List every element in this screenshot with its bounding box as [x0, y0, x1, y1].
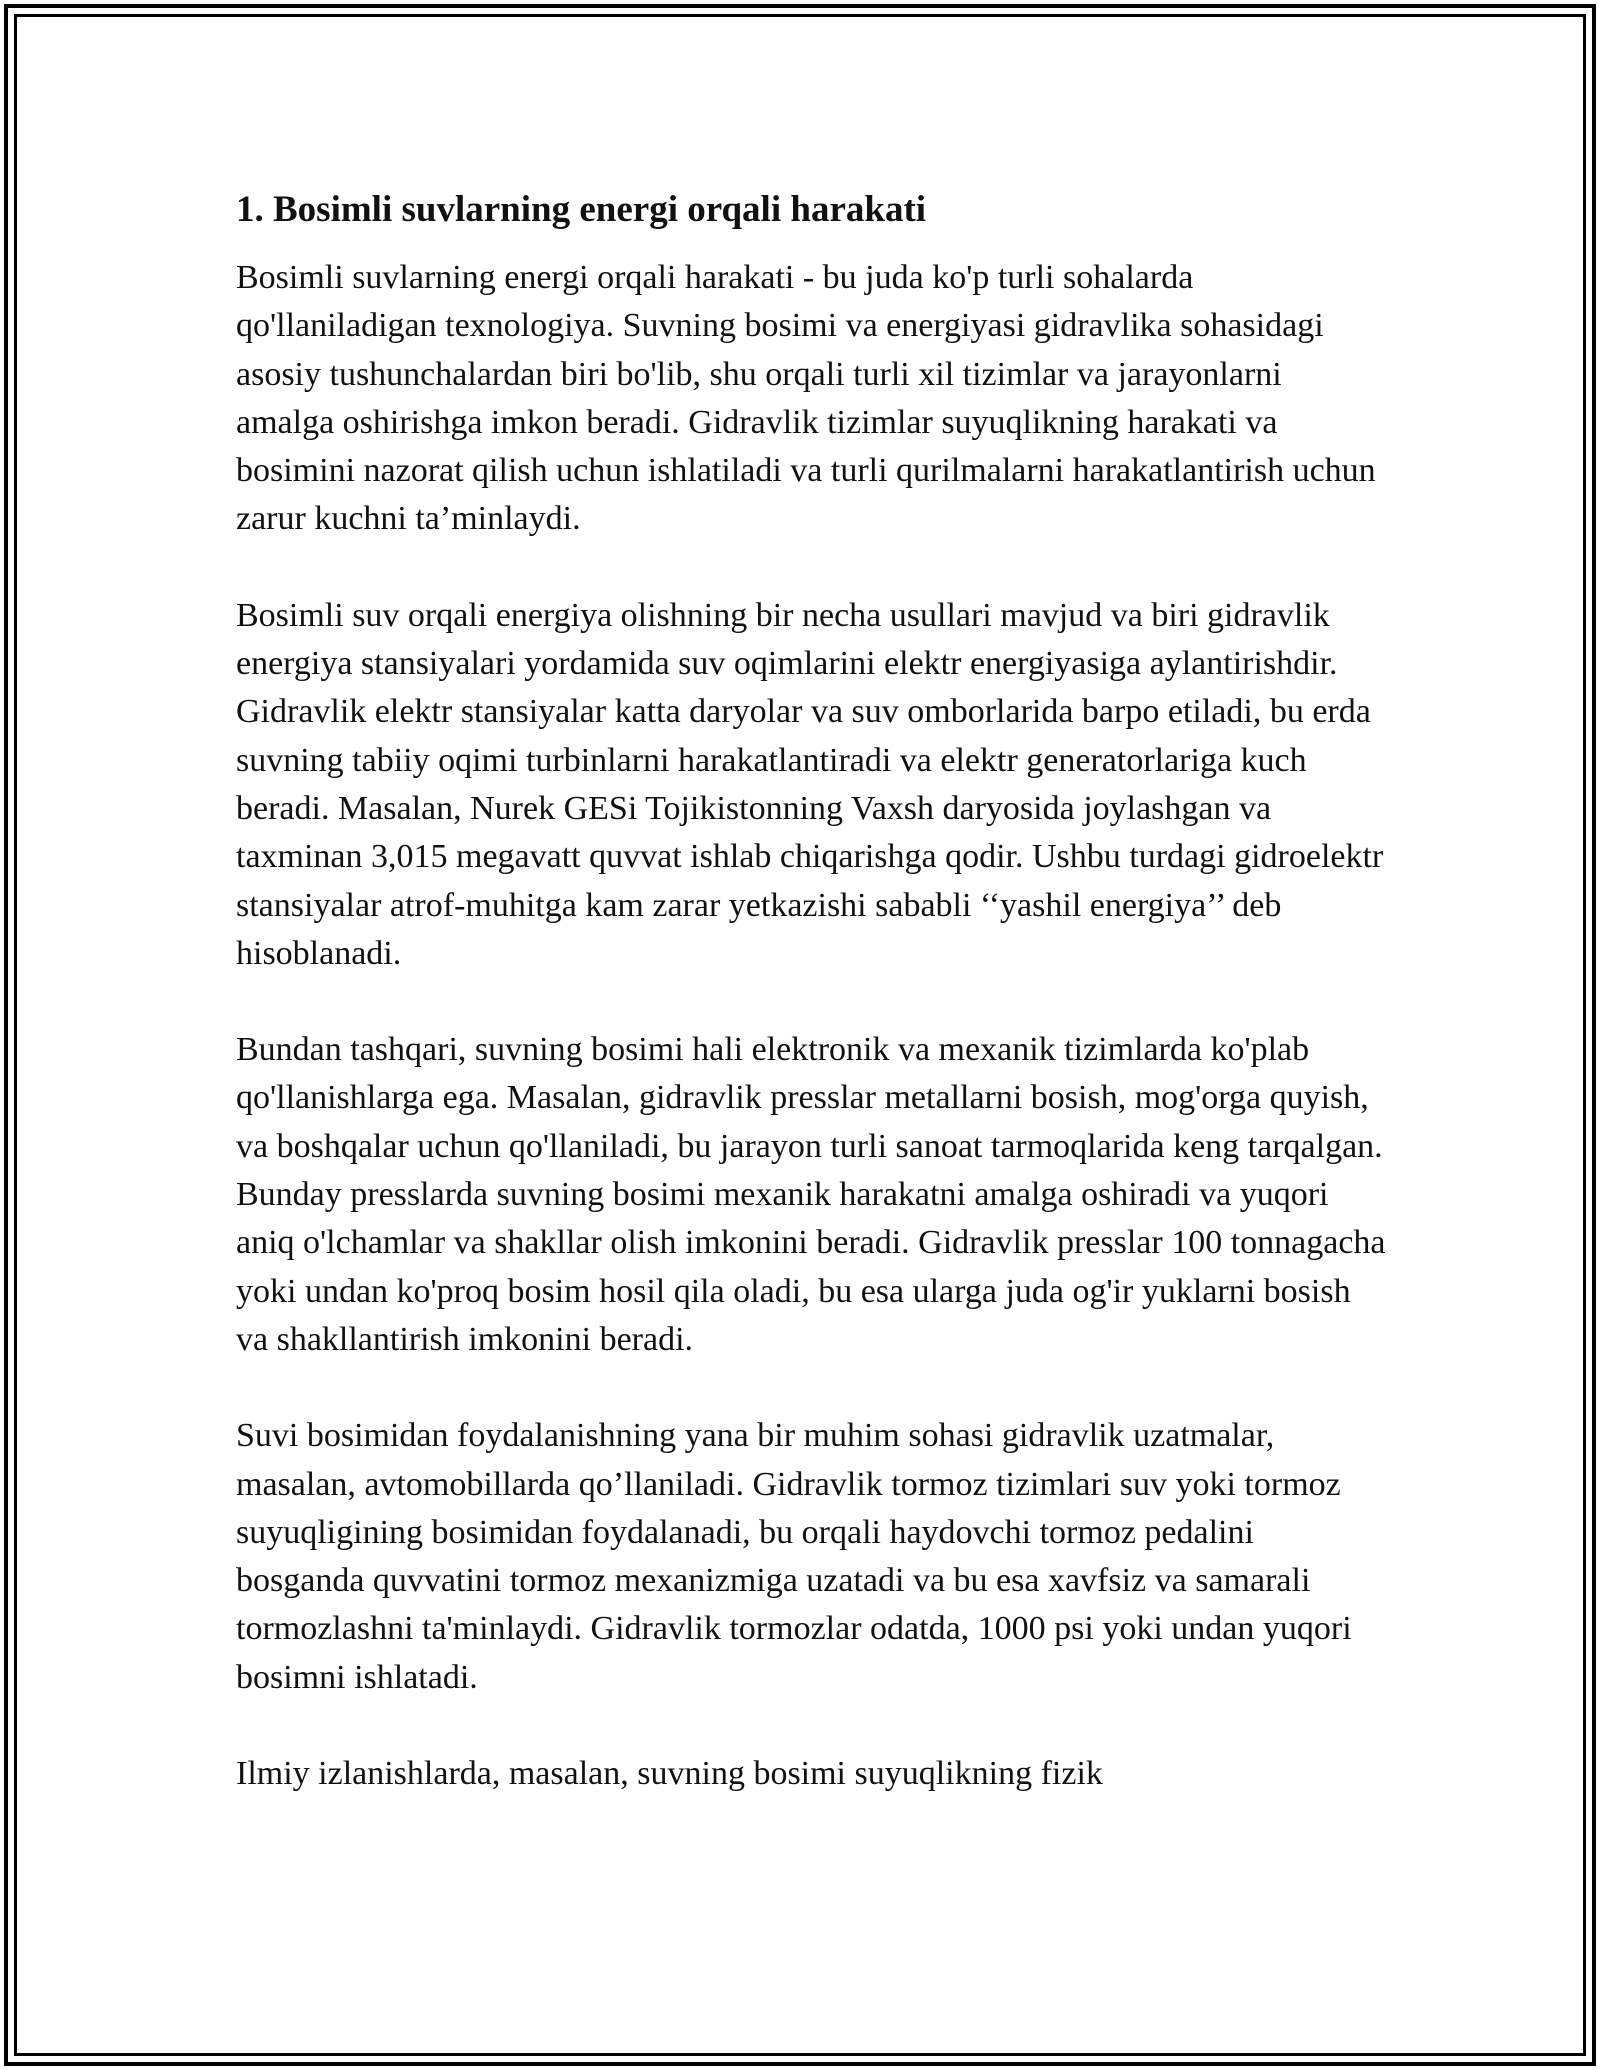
section-heading: 1. Bosimli suvlarning energi orqali harakati: [236, 189, 927, 230]
paragraph-1: Bosimli suvlarning energi orqali harakati - bu juda ko'p turli sohalarda qo'llaniladigan texnologiya. Suvning bosimi va energiyasi gidravlika sohasidagi asosiy tushunchalardan biri bo'lib, shu orqali turli xil tizimlar va jarayonlarni amalga oshirishga imkon beradi. Gidravlik tizimlar suyuqlikning harakati va bosimini nazorat qilish uchun ishlatiladi va turli qurilmalarni harakatlantirish uchun zarur kuchni ta’minlaydi.: [236, 259, 1376, 538]
document-body: [236, 186, 1386, 1798]
paragraph-3: Bundan tashqari, suvning bosimi hali elektronik va mexanik tizimlarda ko'plab qo'llanishlarga ega. Masalan, gidravlik presslar metallarni bosish, mog'orga quyish, va boshqalar uchun qo'llaniladi, bu jarayon turli sanoat tarmoqlarida keng tarqalgan. Bunday presslarda suvning bosimi mexanik harakatni amalga oshiradi va yuqori aniq o'lchamlar va shakllar olish imkonini beradi. Gidravlik presslar 100 tonnagacha yoki undan ko'proq bosim hosil qila oladi, bu esa ularga juda og'ir yuklarni bosish va shakllantirish imkonini beradi.: [236, 1031, 1386, 1358]
paragraph-5: Ilmiy izlanishlarda, masalan, suvning bosimi suyuqlikning fizik: [236, 1755, 1103, 1793]
paragraph-4: Suvi bosimidan foydalanishning yana bir muhim sohasi gidravlik uzatmalar, masalan, avtomobillarda qo’llaniladi. Gidravlik tormoz tizimlari suv yoki tormoz suyuqligining bosimidan foydalanadi, bu orqali haydovchi tormoz pedalini bosganda quvvatini tormoz mexanizmiga uzatadi va bu esa xavfsiz va samarali tormozlashni ta'minlaydi. Gidravlik tormozlar odatda, 1000 psi yoki undan yuqori bosimni ishlatadi.: [236, 1417, 1352, 1696]
paragraph-2: Bosimli suv orqali energiya olishning bir necha usullari mavjud va biri gidravlik energiya stansiyalari yordamida suv oqimlarini elektr energiyasiga aylantirishdir. Gidravlik elektr stansiyalar katta daryolar va suv omborlarida barpo etiladi, bu erda suvning tabiiy oqimi turbinlarni harakatlantiradi va elektr generatorlariga kuch beradi. Masalan, Nurek GESi Tojikistonning Vaxsh daryosida joylashgan va taxminan 3,015 megavatt quvvat ishlab chiqarishga qodir. Ushbu turdagi gidroelektr stansiyalar atrof-muhitga kam zarar yetkazishi sababli ‘‘yashil energiya’’ deb hisoblanadi.: [236, 596, 1384, 972]
